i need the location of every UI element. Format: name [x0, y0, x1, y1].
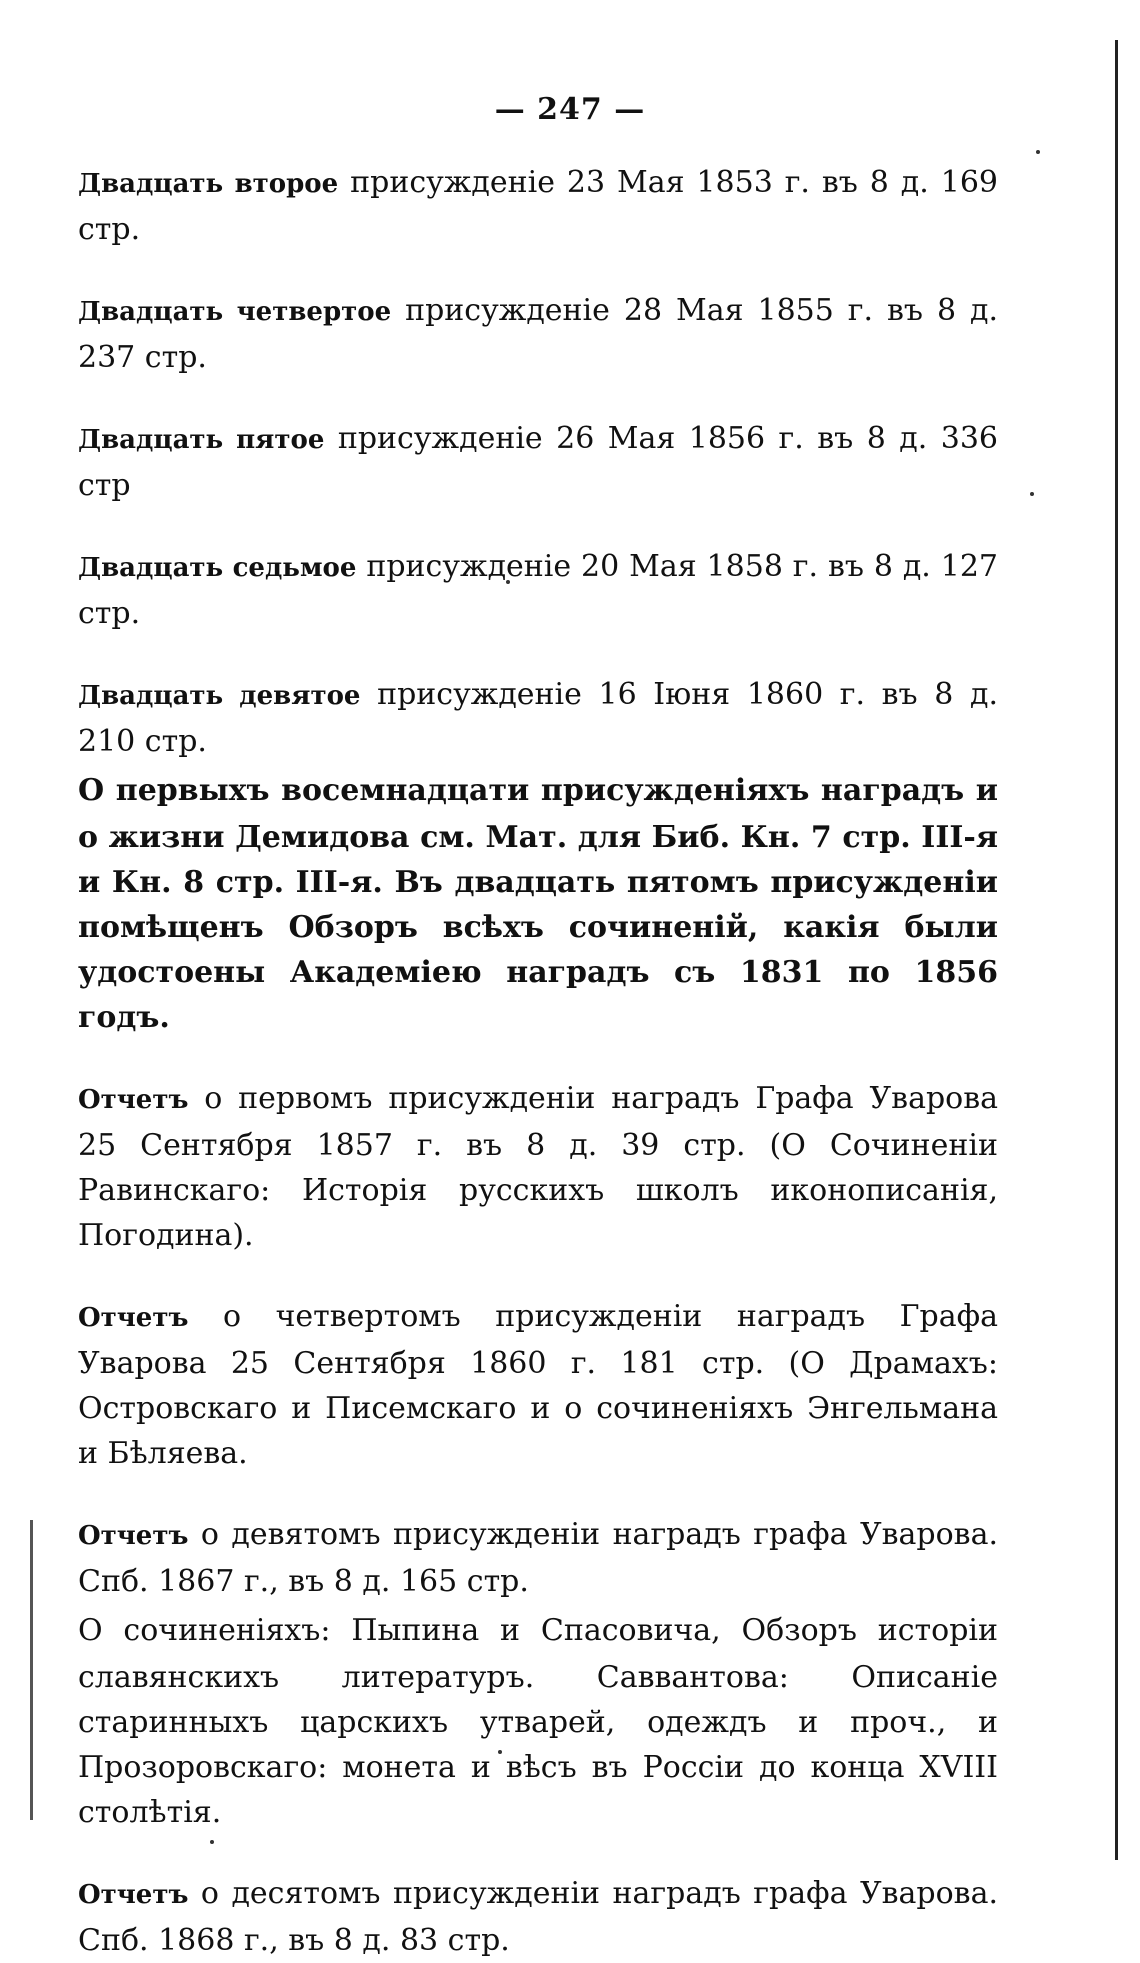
scan-speck [1030, 492, 1034, 496]
entry-27 [78, 544, 998, 636]
entry-lead: Отчетъ [78, 1303, 189, 1333]
entry-24 [78, 288, 998, 380]
entry-text: присужденіе 16 Іюня 1860 г. въ 8 д. 210 стр. [78, 677, 998, 759]
entry-lead: Двадцать четвертое [78, 297, 392, 327]
entry-25 [78, 416, 998, 508]
entry-text: о четвертомъ присужденіи наградъ Графа Уварова 25 Сентября 1860 г. 181 стр. (О Драмахъ: Островскаго и Писемскаго и о сочиненіяхъ Энгельмана и Бѣляева. [78, 1299, 998, 1471]
entry-lead: Двадцать девятое [78, 681, 361, 711]
entry-lead: Двадцать седьмое [78, 553, 357, 583]
report-uvarov-9-works [78, 1608, 998, 1835]
entry-text: присужденіе 26 Мая 1856 г. въ 8 д. 336 стр [78, 421, 998, 503]
scan-edge-line-left [30, 1520, 33, 1820]
page-number: — 247 — [494, 92, 646, 127]
page-body [78, 160, 998, 1963]
entry-text: присужденіе 20 Мая 1858 г. въ 8 д. 127 стр. [78, 549, 999, 631]
entry-text: О сочиненіяхъ: Пыпина и Спасовича, Обзоръ исторіи славянскихъ литературъ. Саввантова: Описаніе старинныхъ царскихъ утварей, одеждъ и проч., и Прозоровскаго: монета и вѣсъ въ Россіи до конца XVIII столѣтія. [78, 1613, 998, 1830]
entry-29 [78, 672, 998, 764]
report-uvarov-9 [78, 1512, 998, 1604]
scan-speck [1036, 150, 1040, 154]
entry-lead: Отчетъ [78, 1880, 189, 1910]
entry-text: присужденіе 23 Мая 1853 г. въ 8 д. 169 стр. [78, 165, 998, 247]
entry-lead: Двадцать пятое [78, 425, 325, 455]
demidov-note [78, 768, 998, 1040]
entry-text: присужденіе 28 Мая 1855 г. въ 8 д. 237 стр. [78, 293, 999, 375]
scan-edge-line-right [1115, 40, 1118, 1860]
report-uvarov-10 [78, 1871, 998, 1963]
report-uvarov-4 [78, 1294, 998, 1476]
entry-lead: Двадцать второе [78, 169, 339, 199]
entry-22 [78, 160, 998, 252]
entry-text: о десятомъ присужденіи наградъ графа Уварова. Спб. 1868 г., въ 8 д. 83 стр. [78, 1876, 998, 1958]
entry-lead: Отчетъ [78, 1521, 189, 1551]
entry-text: о первомъ присужденіи наградъ Графа Уварова 25 Сентября 1857 г. въ 8 д. 39 стр. (О Сочиненіи Равинскаго: Исторія русскихъ школъ иконописанія, Погодина). [78, 1081, 998, 1253]
report-uvarov-1 [78, 1076, 998, 1258]
entry-lead: Отчетъ [78, 1085, 189, 1115]
entry-text: О первыхъ восемнадцати присужденіяхъ наградъ и о жизни Демидова см. Мат. для Биб. Кн. 7 стр. III-я и Кн. 8 стр. III-я. Въ двадцать пятомъ присужденіи помѣщенъ Обзоръ всѣхъ сочиненій, какія были удостоены Академіею наградъ съ 1831 по 1856 годъ. [78, 773, 998, 1035]
entry-text: о девятомъ присужденіи наградъ графа Уварова. Спб. 1867 г., въ 8 д. 165 стр. [78, 1517, 998, 1599]
